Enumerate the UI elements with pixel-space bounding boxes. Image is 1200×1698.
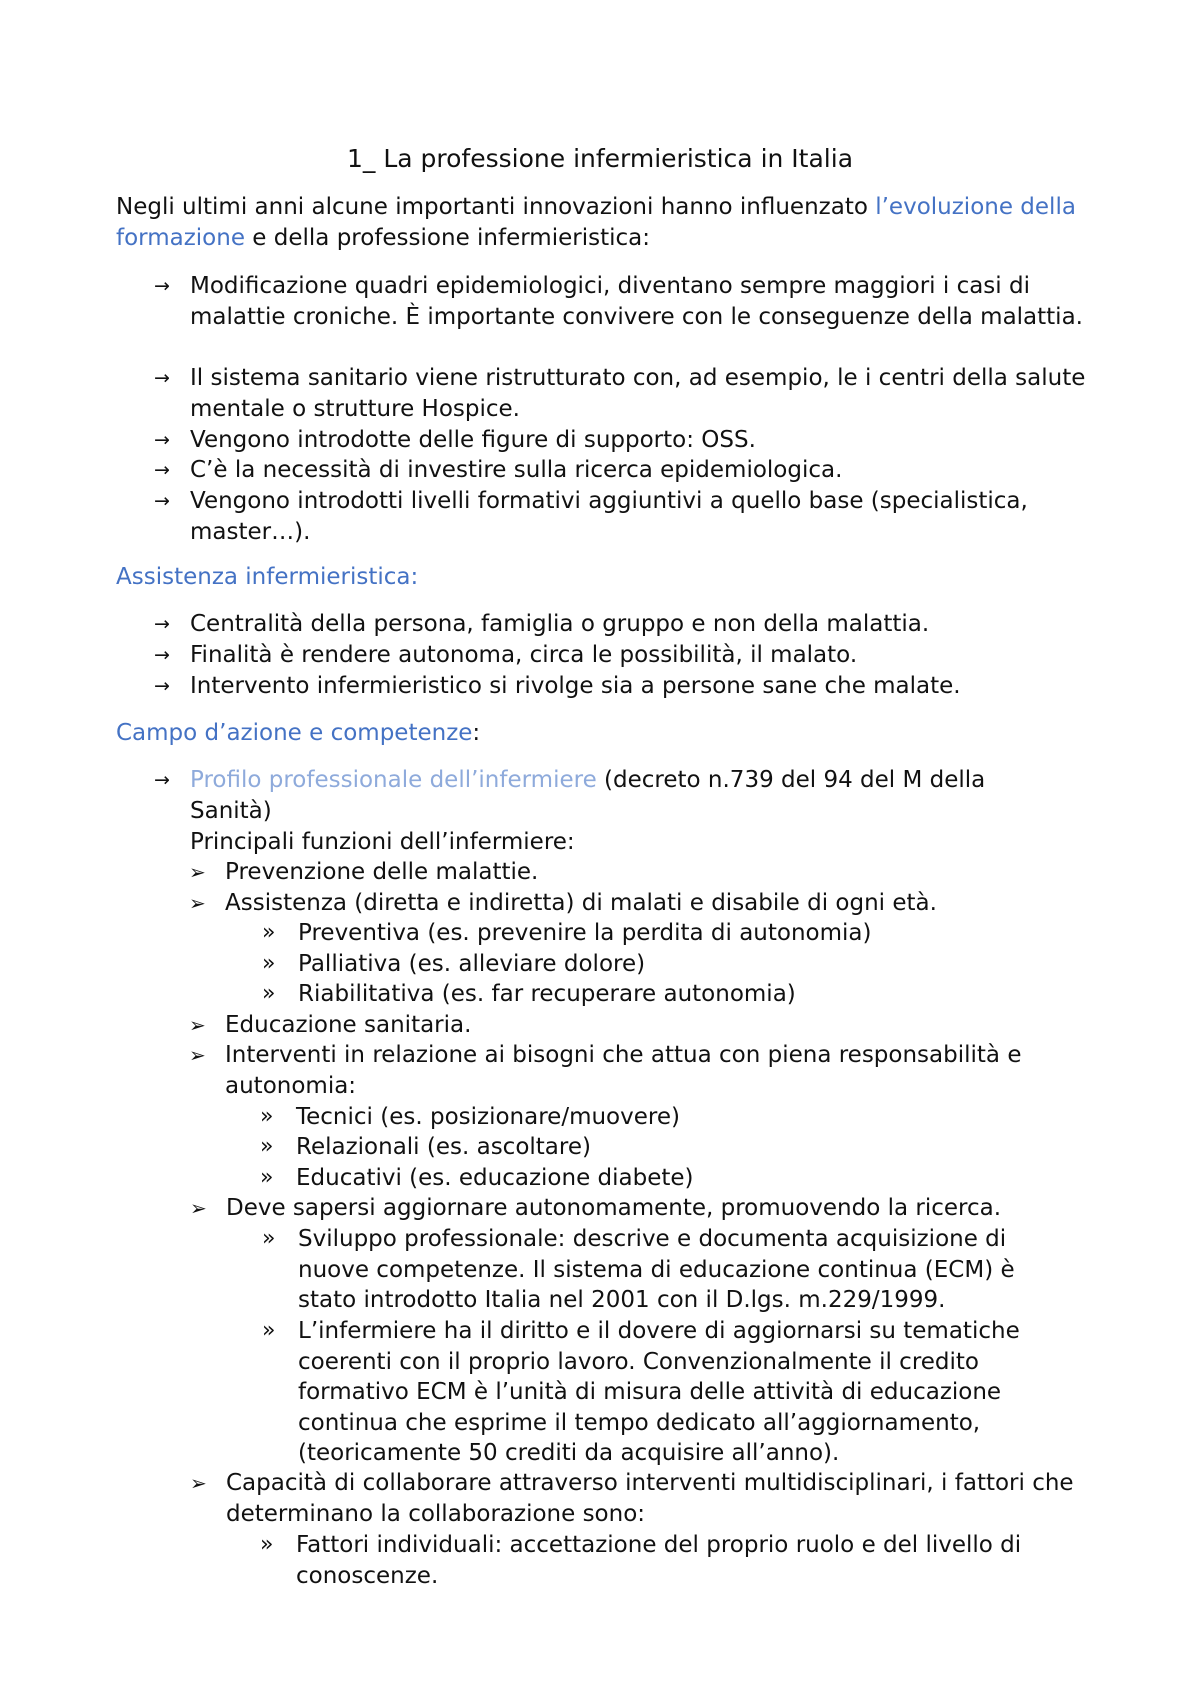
function-item: ➢ Deve sapersi aggiornare autonomamente, promuovendo la ricerca. [226, 1193, 1086, 1224]
arrowhead-bullet-icon: ➢ [189, 891, 206, 915]
arrowhead-bullet-icon: ➢ [189, 860, 206, 884]
arrow-bullet-icon: → [154, 459, 170, 481]
intro-paragraph [116, 192, 1116, 254]
list-item: → Vengono introdotte delle figure di supporto: OSS. [190, 425, 1090, 456]
list-item: → C’è la necessità di investire sulla ricerca epidemiologica. [190, 455, 1090, 486]
list-item-profilo: → Profilo professionale dell’infermiere (decreto n.739 del 94 del M della Sanità) [154, 767, 986, 824]
function-item: ➢ Educazione sanitaria. [225, 1010, 1085, 1041]
section-heading-campo: Campo d’azione e competenze: [116, 720, 481, 746]
intro-text-end: e della professione infermieristica: [244, 225, 650, 251]
sub-item: » Educativi (es. educazione diabete) [296, 1163, 1076, 1194]
arrowhead-bullet-icon: ➢ [190, 1471, 207, 1495]
profilo-link: Profilo professionale dell’infermiere [190, 767, 597, 793]
arrow-bullet-icon: → [154, 675, 170, 697]
section-heading-assistenza: Assistenza infermieristica: [116, 564, 419, 590]
sub-item: » Relazionali (es. ascoltare) [296, 1132, 1076, 1163]
sub-item: » Riabilitativa (es. far recuperare autonomia) [298, 979, 1078, 1010]
list-item: → Vengono introdotti livelli formativi aggiuntivi a quello base (specialistica, master…). [154, 488, 1028, 545]
arrow-bullet-icon: → [154, 613, 170, 635]
intro-highlight: l’evoluzione della formazione [116, 194, 1076, 251]
arrow-bullet-icon: → [154, 367, 170, 389]
arrow-bullet-icon: → [154, 644, 170, 666]
double-chevron-bullet-icon: » [260, 1134, 274, 1159]
double-chevron-bullet-icon: » [260, 1165, 274, 1190]
list-item: → Il sistema sanitario viene ristrutturato con, ad esempio, le i centri della salute mentale o strutture Hospice. [154, 365, 1086, 422]
arrow-bullet-icon: → [154, 769, 170, 791]
arrowhead-bullet-icon: ➢ [190, 1196, 207, 1220]
list-item: → Centralità della persona, famiglia o gruppo e non della malattia. [190, 609, 1090, 640]
sub-item: » L’infermiere ha il diritto e il dovere di aggiornarsi su tematiche coerenti con il proprio lavoro. Convenzionalmente il credito formativo ECM è l’unità di misura delle attività di educazione continua che esprime il tempo dedicato all’aggiornamento, (teoricamente 50 crediti da acquisire all’anno). [262, 1318, 1020, 1467]
sub-item: » Fattori individuali: accettazione del proprio ruolo e del livello di conoscenze. [260, 1532, 1022, 1589]
function-item: ➢ Prevenzione delle malattie. [225, 857, 1085, 888]
double-chevron-bullet-icon: » [260, 1532, 274, 1557]
sub-item: » Preventiva (es. prevenire la perdita di autonomia) [298, 918, 1078, 949]
sub-item: » Tecnici (es. posizionare/muovere) [296, 1102, 1076, 1133]
double-chevron-bullet-icon: » [262, 981, 276, 1006]
arrow-bullet-icon: → [154, 490, 170, 512]
arrow-bullet-icon: → [154, 429, 170, 451]
page-title: 1_ La professione infermieristica in Italia [346, 144, 854, 173]
function-item: ➢ Interventi in relazione ai bisogni che attua con piena responsabilità e autonomia: [189, 1042, 1022, 1099]
intro-text: Negli ultimi anni alcune importanti innovazioni hanno influenzato [116, 194, 876, 220]
sub-item: » Palliativa (es. alleviare dolore) [298, 949, 1078, 980]
double-chevron-bullet-icon: » [260, 1104, 274, 1129]
list-item: → Modificazione quadri epidemiologici, diventano sempre maggiori i casi di malattie croniche. È importante convivere con le conseguenze della malattia. [154, 273, 1083, 330]
double-chevron-bullet-icon: » [262, 1318, 276, 1343]
function-item: ➢ Capacità di collaborare attraverso interventi multidisciplinari, i fattori che determinano la collaborazione sono: [190, 1470, 1074, 1527]
principali-label: Principali funzioni dell’infermiere: [190, 829, 575, 855]
arrowhead-bullet-icon: ➢ [189, 1043, 206, 1067]
list-item: → Finalità è rendere autonoma, circa le possibilità, il malato. [190, 640, 1090, 671]
sub-item: » Sviluppo professionale: descrive e documenta acquisizione di nuove competenze. Il sistema di educazione continua (ECM) è stato introdotto Italia nel 2001 con il D.lgs. m.229/1999. [262, 1226, 1015, 1314]
double-chevron-bullet-icon: » [262, 951, 276, 976]
double-chevron-bullet-icon: » [262, 1226, 276, 1251]
list-item: → Intervento infermieristico si rivolge sia a persone sane che malate. [190, 671, 1090, 702]
arrowhead-bullet-icon: ➢ [189, 1013, 206, 1037]
double-chevron-bullet-icon: » [262, 920, 276, 945]
function-item: ➢ Assistenza (diretta e indiretta) di malati e disabile di ogni età. [225, 888, 1085, 919]
arrow-bullet-icon: → [154, 275, 170, 297]
